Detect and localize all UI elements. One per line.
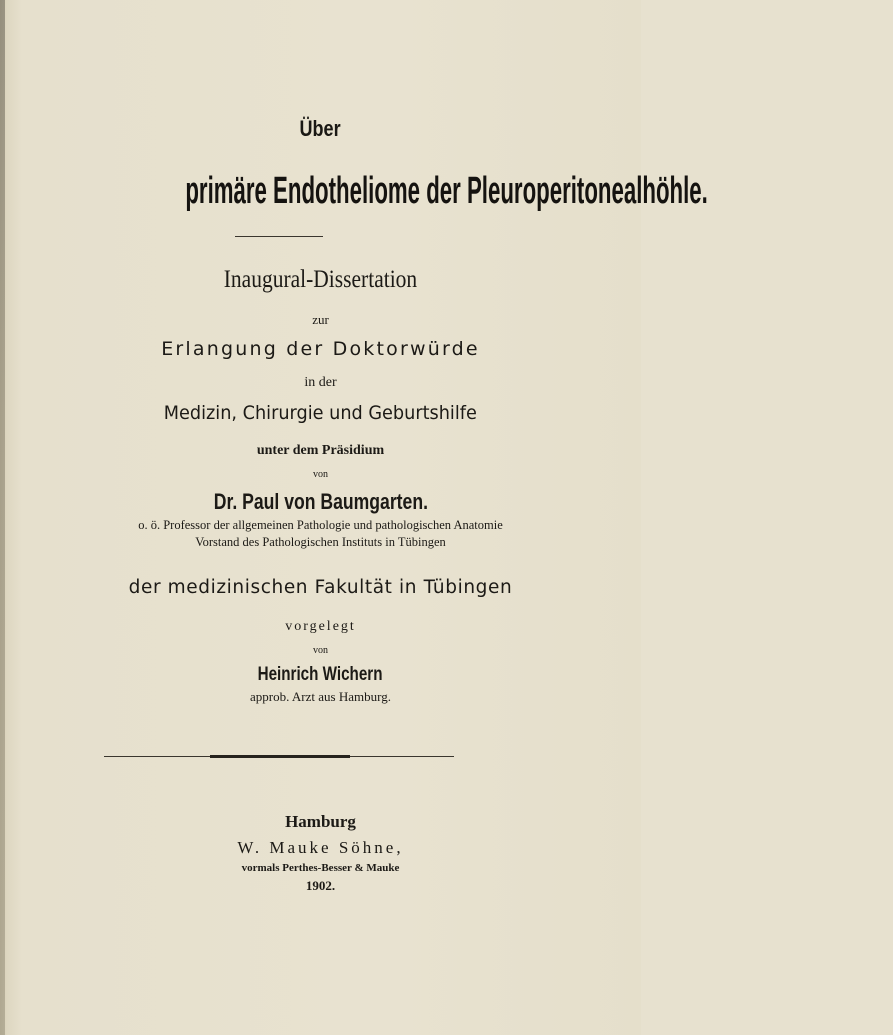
president-title-line-2 <box>0 535 641 550</box>
president-title-line-1 <box>0 518 641 533</box>
subjects-text: Medizin, Chirurgie und Geburtshilfe <box>163 402 478 424</box>
city-text: Hamburg <box>285 812 356 831</box>
in-der-line <box>0 375 641 391</box>
von-text-2: von <box>313 645 328 656</box>
president-title-2: Vorstand des Pathologischen Instituts in Tübingen <box>195 535 446 549</box>
bottom-rule-thick <box>210 755 350 758</box>
main-title: primäre Endotheliome der Pleuroperitonealhöhle. <box>185 170 708 212</box>
erlangung-text: Erlangung der Doktorwürde <box>161 338 480 360</box>
year-text: 1902. <box>305 878 336 893</box>
publisher-text: W. Mauke Söhne, <box>237 838 404 857</box>
title-divider <box>235 236 323 237</box>
author-line <box>0 664 641 686</box>
praesidium-line <box>0 443 641 459</box>
ueber-text: Über <box>299 116 342 141</box>
president-name: Dr. Paul von Baumgarten. <box>213 489 428 514</box>
von-line-2 <box>0 645 641 656</box>
ueber-line <box>0 116 641 142</box>
dissertation-text: Inaugural-Dissertation <box>223 266 418 293</box>
faculty-line <box>0 577 641 598</box>
president-line <box>0 489 641 515</box>
city-line <box>0 812 641 832</box>
author-desc: approb. Arzt aus Hamburg. <box>250 689 391 704</box>
in-der-text: in der <box>304 375 337 390</box>
main-title-line <box>0 170 708 213</box>
praesidium-text: unter dem Präsidium <box>256 443 385 458</box>
publisher-prev-text: vormals Perthes-Besser & Mauke <box>241 862 400 874</box>
dissertation-line <box>0 266 641 294</box>
von-line-1 <box>0 469 641 480</box>
von-text-1: von <box>313 469 328 480</box>
year-line <box>0 878 641 894</box>
zur-text: zur <box>312 312 329 327</box>
subjects-line <box>0 402 641 424</box>
president-title-1: o. ö. Professor der allgemeinen Pathologie und pathologischen Anatomie <box>138 518 503 532</box>
vorgelegt-line <box>0 619 641 635</box>
publisher-prev-line <box>0 862 641 874</box>
faculty-text: der medizinischen Fakultät in Tübingen <box>128 577 513 598</box>
author-name: Heinrich Wichern <box>258 664 383 685</box>
zur-line <box>0 312 641 328</box>
author-desc-line <box>0 689 641 705</box>
publisher-line <box>0 838 641 858</box>
vorgelegt-text: vorgelegt <box>285 619 356 634</box>
erlangung-line <box>0 338 641 360</box>
